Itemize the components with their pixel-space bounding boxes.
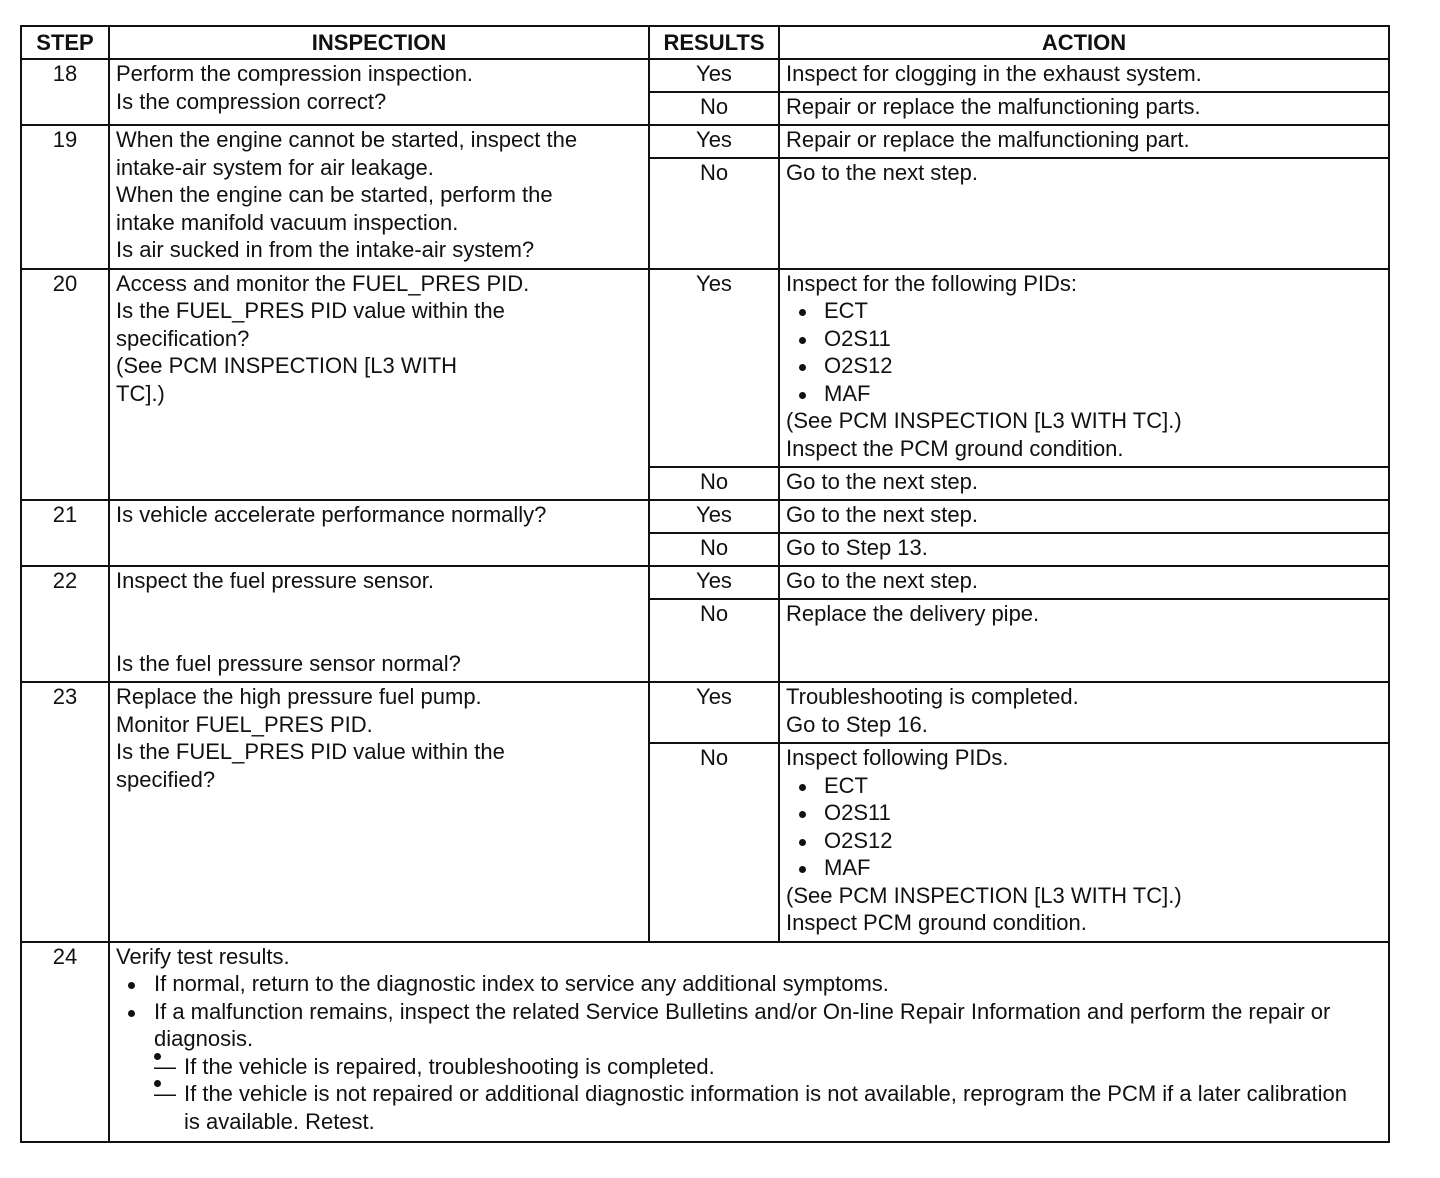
action-cell <box>779 269 1389 468</box>
action-line: Troubleshooting is completed. <box>786 684 1079 709</box>
inspection-line: Inspect the fuel pressure sensor. <box>116 568 434 593</box>
verification-list <box>116 970 1364 1135</box>
inspection-line: (See PCM INSPECTION [L3 WITH <box>116 353 458 378</box>
list-item: O2S12 <box>794 352 1382 380</box>
list-item: MAF <box>794 380 1382 408</box>
list-item: MAF <box>794 854 1382 882</box>
step-number: 21 <box>21 500 109 566</box>
result-yes: Yes <box>649 125 779 158</box>
final-verification-cell <box>109 942 1389 1143</box>
action-line: Go to the next step. <box>786 568 979 593</box>
table-header-row <box>21 26 1389 59</box>
pid-list <box>786 772 1382 882</box>
action-cell <box>779 566 1389 599</box>
header-step: STEP <box>21 26 109 59</box>
result-yes: Yes <box>649 566 779 599</box>
header-action: ACTION <box>779 26 1389 59</box>
list-item <box>116 998 1364 1136</box>
list-item-text: If normal, return to the diagnostic index to service any additional symptoms. <box>154 971 889 996</box>
result-yes: Yes <box>649 500 779 533</box>
list-item: O2S12 <box>794 827 1382 855</box>
table-row <box>21 566 1389 599</box>
sub-list-item <box>154 1080 1364 1135</box>
action-cell <box>779 682 1389 743</box>
action-line: Replace the delivery pipe. <box>786 601 1040 626</box>
action-line: Repair or replace the malfunctioning parts. <box>786 94 1201 119</box>
inspection-line: Replace the high pressure fuel pump. <box>116 684 482 709</box>
result-no: No <box>649 92 779 125</box>
table-row <box>21 500 1389 533</box>
table-row <box>21 269 1389 468</box>
inspection-cell <box>109 566 649 682</box>
sub-list-item-text: If the vehicle is not repaired or additional diagnostic information is not available, reprogram the PCM if a later calibration is available. Retest. <box>184 1081 1347 1134</box>
list-item: ECT <box>794 297 1382 325</box>
action-cell <box>779 533 1389 566</box>
inspection-cell <box>109 269 649 501</box>
result-yes: Yes <box>649 59 779 92</box>
inspection-line: Monitor FUEL_PRES PID. <box>116 711 373 737</box>
result-yes: Yes <box>649 269 779 468</box>
action-line: Go to the next step. <box>786 502 979 527</box>
action-cell <box>779 158 1389 269</box>
sub-list <box>154 1053 1364 1136</box>
result-yes: Yes <box>649 682 779 743</box>
inspection-line: Is the FUEL_PRES PID value within the <box>116 298 505 323</box>
list-item <box>116 970 1364 998</box>
inspection-line: intake manifold vacuum inspection. <box>116 209 459 235</box>
inspection-line: Is the compression correct? <box>116 88 387 114</box>
action-line: Inspect for clogging in the exhaust system. <box>786 61 1202 86</box>
verification-intro: Verify test results. <box>116 943 290 969</box>
action-line: Go to Step 16. <box>786 711 928 737</box>
result-no: No <box>649 599 779 682</box>
action-cell <box>779 59 1389 92</box>
inspection-line: specification? <box>116 325 250 351</box>
list-item: ECT <box>794 772 1382 800</box>
action-cell <box>779 125 1389 158</box>
action-cell <box>779 599 1389 682</box>
inspection-cell <box>109 500 649 566</box>
list-item: O2S11 <box>794 799 1382 827</box>
step-number: 18 <box>21 59 109 125</box>
action-line: (See PCM INSPECTION [L3 WITH TC].) <box>786 882 1182 908</box>
header-results: RESULTS <box>649 26 779 59</box>
inspection-line: TC].) <box>116 380 165 406</box>
action-line: Inspect following PIDs. <box>786 745 1009 770</box>
action-line: Repair or replace the malfunctioning part. <box>786 127 1190 152</box>
result-no: No <box>649 743 779 942</box>
pid-list <box>786 297 1382 407</box>
inspection-line: When the engine cannot be started, inspect the <box>116 127 578 152</box>
action-line: Inspect for the following PIDs: <box>786 270 1078 296</box>
header-inspection: INSPECTION <box>109 26 649 59</box>
inspection-gap <box>116 595 642 650</box>
table-row <box>21 682 1389 743</box>
table-row <box>21 125 1389 158</box>
inspection-line: Is air sucked in from the intake-air system? <box>116 237 535 262</box>
sub-list-item-text: If the vehicle is repaired, troubleshooting is completed. <box>184 1053 715 1079</box>
inspection-line: Access and monitor the FUEL_PRES PID. <box>116 270 530 296</box>
inspection-line: Is the fuel pressure sensor normal? <box>116 650 461 676</box>
step-number: 20 <box>21 269 109 501</box>
step-number: 23 <box>21 682 109 942</box>
list-item-text: If a malfunction remains, inspect the related Service Bulletins and/or On-line Repair Information and perform the repair or diagnosis. <box>154 998 1331 1051</box>
action-line: Go to the next step. <box>786 469 979 494</box>
table-row <box>21 59 1389 92</box>
action-cell <box>779 92 1389 125</box>
result-no: No <box>649 467 779 500</box>
inspection-line: Is vehicle accelerate performance normally? <box>116 502 547 527</box>
action-line: Inspect PCM ground condition. <box>786 910 1087 935</box>
inspection-line: specified? <box>116 766 216 792</box>
inspection-line: intake-air system for air leakage. <box>116 154 434 180</box>
diagnostic-procedure-document <box>20 25 1388 1143</box>
action-line: (See PCM INSPECTION [L3 WITH TC].) <box>786 408 1182 433</box>
inspection-line: Perform the compression inspection. <box>116 61 474 86</box>
result-no: No <box>649 158 779 269</box>
inspection-line: When the engine can be started, perform the <box>116 182 553 207</box>
action-cell <box>779 500 1389 533</box>
list-item: O2S11 <box>794 325 1382 353</box>
action-line: Inspect the PCM ground condition. <box>786 435 1124 461</box>
troubleshooting-table <box>20 25 1390 1143</box>
table-row <box>21 942 1389 1143</box>
step-number: 19 <box>21 125 109 269</box>
inspection-line: Is the FUEL_PRES PID value within the <box>116 739 505 764</box>
step-number: 24 <box>21 942 109 1143</box>
inspection-cell <box>109 125 649 269</box>
sub-list-item <box>154 1053 1364 1081</box>
action-cell <box>779 467 1389 500</box>
step-number: 22 <box>21 566 109 682</box>
inspection-cell <box>109 682 649 942</box>
action-line: Go to the next step. <box>786 160 979 185</box>
inspection-cell <box>109 59 649 125</box>
action-cell <box>779 743 1389 942</box>
action-line: Go to Step 13. <box>786 535 928 560</box>
result-no: No <box>649 533 779 566</box>
